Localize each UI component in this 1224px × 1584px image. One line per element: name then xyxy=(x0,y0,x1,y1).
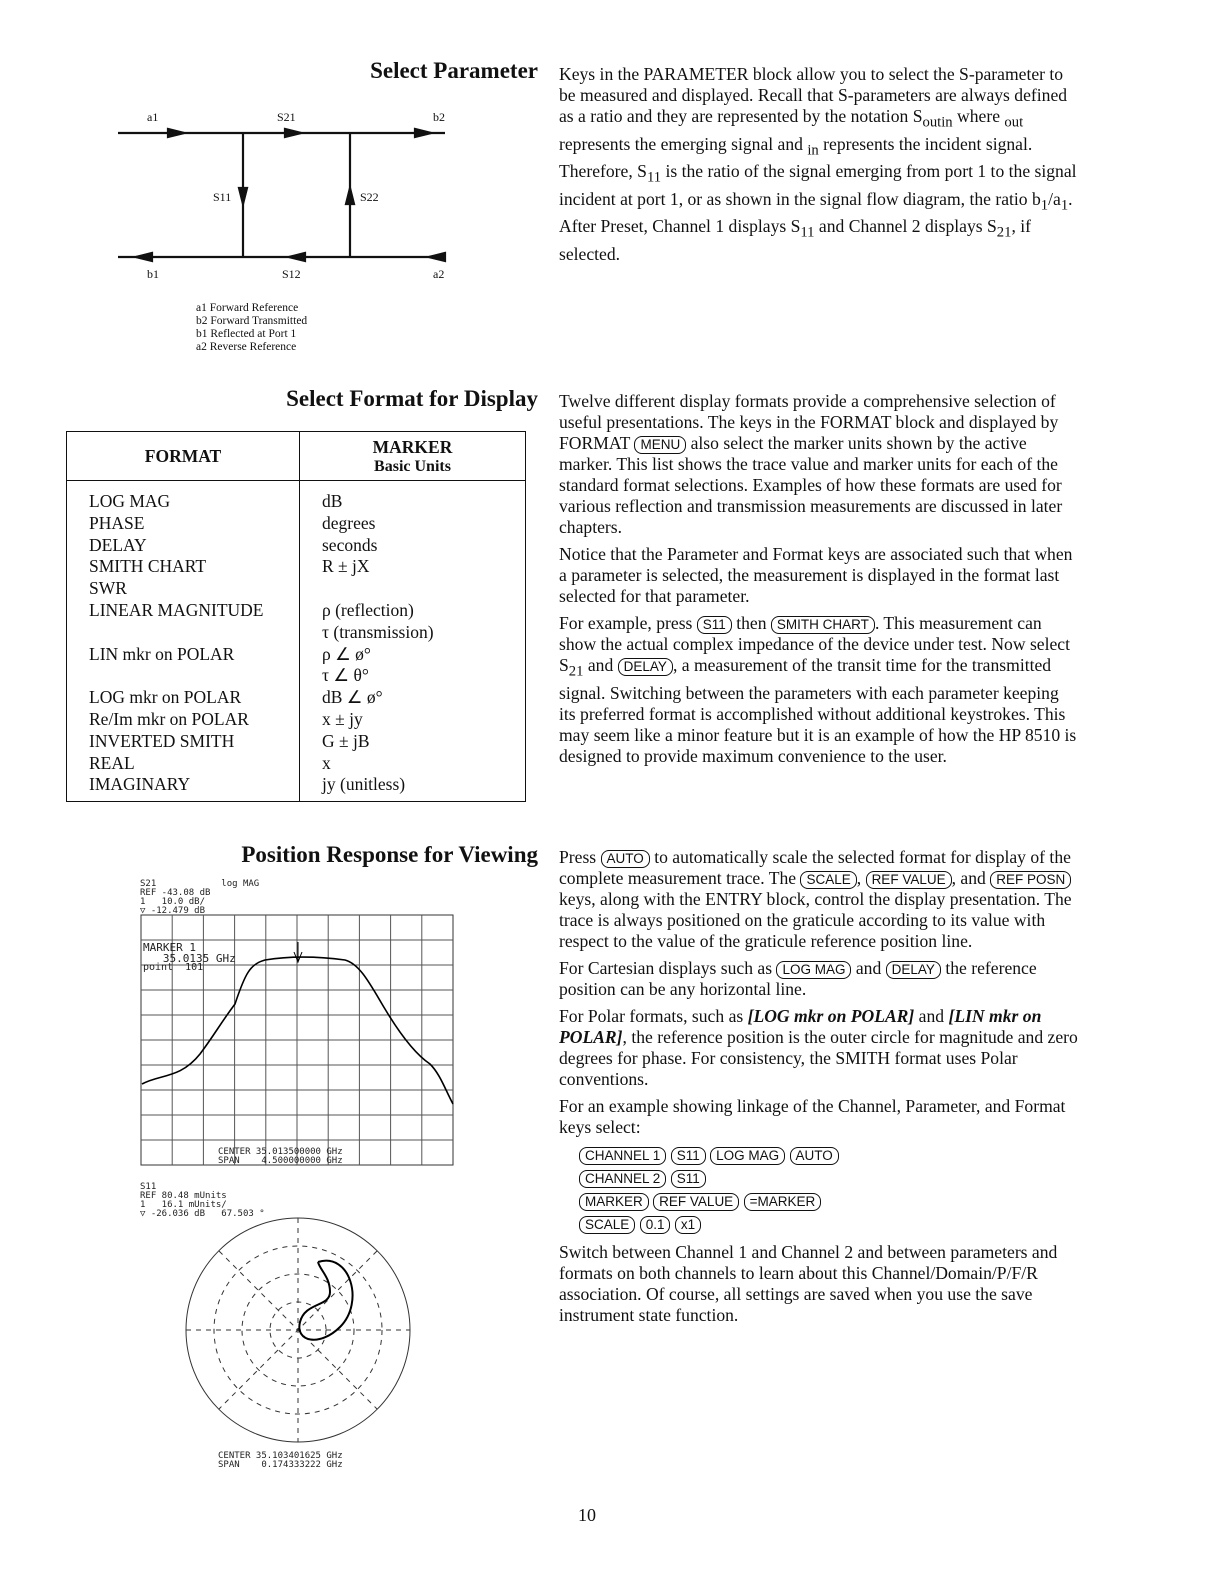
parameter-text xyxy=(559,64,1079,271)
legend-item: a2 Reverse Reference xyxy=(196,341,297,353)
header-format: FORMAT xyxy=(67,432,300,481)
marker-icon xyxy=(294,942,302,962)
subscript: in xyxy=(807,142,819,159)
key-auto: AUTO xyxy=(601,850,650,868)
legend-item: a1 Forward Reference xyxy=(196,302,299,314)
label-b2: b2 xyxy=(433,110,445,124)
label-s11: S11 xyxy=(213,190,232,204)
header-marker-label: MARKER xyxy=(372,436,453,457)
signal-flow-diagram xyxy=(110,100,470,290)
key-row xyxy=(579,1144,1079,1165)
logmag-header: S21 log MAG REF -43.08 dB 1 10.0 dB/ ▽ -12.479 dB xyxy=(140,879,260,916)
arrow-icon xyxy=(168,129,184,137)
heading-select-format: Select Format for Display xyxy=(286,386,538,411)
softkey-reference: [LOG mkr on POLAR] xyxy=(747,1006,915,1026)
label-b1: b1 xyxy=(147,267,159,281)
label-s12: S12 xyxy=(282,267,301,281)
marker-readout: MARKER 1 35.0135 GHz xyxy=(143,941,236,965)
label-s22: S22 xyxy=(360,190,379,204)
arrow-icon xyxy=(289,253,305,261)
key-s11: S11 xyxy=(671,1170,706,1188)
key-delay: DELAY xyxy=(618,658,673,676)
closing-paragraph xyxy=(559,1242,1079,1326)
paragraph: For Cartesian displays such as LOG MAG and DELAY the reference position can be any horizontal line. xyxy=(559,958,1037,999)
subscript: outin xyxy=(922,114,953,131)
page-number: 10 xyxy=(578,1505,596,1525)
key-menu: MENU xyxy=(634,436,686,454)
key-ref-value: REF VALUE xyxy=(866,871,952,889)
key-0-1: 0.1 xyxy=(640,1216,671,1234)
header-marker xyxy=(300,432,526,481)
key-auto: AUTO xyxy=(790,1147,839,1165)
paragraph: For example, press S11 then SMITH CHART . This measurement can show the actual complex impedance of the device under test. Now select $S_{21}$ and DELAY , a measurement of the transit time for the transmitted signal. Switching between the parameters with each parameter keeping its preferred format is accomplished without additional keystrokes. This may seem like a minor feature but it is an example of how the HP 8510 is designed to provide maximum convenience to the user. xyxy=(559,613,1077,766)
legend-item: b1 Reflected at Port 1 xyxy=(196,328,297,340)
arrow-icon xyxy=(136,253,152,261)
subscript: 1 xyxy=(1060,197,1069,214)
label-a2: a2 xyxy=(433,267,445,281)
key-log-mag: LOG MAG xyxy=(776,961,851,979)
key-log-mag: LOG MAG xyxy=(710,1147,785,1165)
softkey-reference: [LIN mkr on POLAR] xyxy=(559,1006,1042,1047)
key-ref-value: REF VALUE xyxy=(653,1193,739,1211)
subscript: 1 xyxy=(1040,197,1049,214)
key-row xyxy=(579,1213,1079,1234)
subscript: 11 xyxy=(646,169,662,186)
subscript: 21 xyxy=(568,663,584,680)
polar-header: S11 REF 80.48 mUnits 1 16.1 mUnits/ ▽ -26.036 dB 67.503 ° xyxy=(140,1182,265,1219)
arrow-icon xyxy=(429,253,445,261)
arrow-icon xyxy=(239,188,247,204)
units-list: dB degrees seconds R ± jX ρ (reflection) τ (transmission) ρ ∠ ø° τ ∠ θ° dB ∠ ø° x ± jy G ± jB x jy (unitless) xyxy=(322,491,434,795)
key-delay: DELAY xyxy=(886,961,941,979)
key--marker: =MARKER xyxy=(744,1193,822,1211)
subscript: out xyxy=(1004,114,1024,131)
key-marker: MARKER xyxy=(579,1193,649,1211)
diagram-legend xyxy=(196,302,307,354)
position-paragraphs xyxy=(559,847,1079,1138)
polar-footer: CENTER 35.103401625 GHz SPAN 0.174333222 GHz xyxy=(218,1451,343,1470)
subscript: 11 xyxy=(800,224,815,241)
subscript: 21 xyxy=(996,224,1012,241)
polar-plot xyxy=(180,1212,416,1448)
key-channel-1: CHANNEL 1 xyxy=(579,1147,666,1165)
arrow-icon xyxy=(346,188,354,204)
paragraph: Press AUTO to automatically scale the selected format for display of the complete measurement trace. The SCALE , REF VALUE , and REF POSN keys, along with the ENTRY block, control the display presentation. The trace is always positioned on the graticule according to its value with respect to the value of the graticule reference position line. xyxy=(559,847,1072,951)
logmag-footer: CENTER 35.013500000 GHz SPAN 4.500000000 GHz xyxy=(218,1147,343,1166)
paragraph: Twelve different display formats provide a comprehensive selection of useful presentations. The keys in the FORMAT block and displayed by FORMAT MENU also select the marker units shown by the active marker. This list shows the trace value and marker units for each of the standard format selections. Examples of how these formats are used for various reflection and transmission measurements are discussed in later chapters. xyxy=(559,391,1063,537)
label-s21: S21 xyxy=(277,110,296,124)
header-basic-units: Basic Units xyxy=(374,457,451,475)
paragraph: Notice that the Parameter and Format keys are associated such that when a parameter is selected, the measurement is displayed in the format last selected for that parameter. xyxy=(559,544,1073,606)
label-a1: a1 xyxy=(147,110,159,124)
heading-position-response: Position Response for Viewing xyxy=(241,842,538,867)
key-row xyxy=(579,1190,1079,1211)
key-x1: x1 xyxy=(675,1216,701,1234)
arrow-icon xyxy=(415,129,431,137)
format-text xyxy=(559,391,1079,773)
key-scale: SCALE xyxy=(579,1216,635,1234)
key-sequence xyxy=(559,1144,1079,1234)
key-smith-chart: SMITH CHART xyxy=(771,616,875,634)
paragraph: Switch between Channel 1 and Channel 2 and between parameters and formats on both channels to learn about this Channel/Domain/P/F/R association. Of course, all settings are saved when you use the save instrument state function. xyxy=(559,1242,1058,1325)
point-readout: point 101 xyxy=(143,962,204,973)
paragraph: For an example showing linkage of the Channel, Parameter, and Format keys select: xyxy=(559,1096,1066,1137)
format-list: LOG MAG PHASE DELAY SMITH CHART SWR LINEAR MAGNITUDE LIN mkr on POLAR LOG mkr on POLAR Re/Im mkr on POLAR INVERTED SMITH REAL IMAGINARY xyxy=(67,481,300,802)
heading-select-parameter: Select Parameter xyxy=(370,58,538,83)
key-channel-2: CHANNEL 2 xyxy=(579,1170,666,1188)
paragraph: For Polar formats, such as [LOG mkr on POLAR] and [LIN mkr on POLAR], the reference position is the outer circle for magnitude and zero degrees for phase. For consistency, the SMITH format uses Polar conventions. xyxy=(559,1006,1078,1089)
position-text xyxy=(559,847,1079,1332)
format-table xyxy=(66,431,526,802)
key-scale: SCALE xyxy=(800,871,856,889)
paragraph: Keys in the PARAMETER block allow you to select the S-parameter to be measured and displayed. Recall that S-parameters are always defined as a ratio and they are represented by the notation $S_{outin}$ where $_{out}$ represents the emerging signal and $_{in}$ represents the incident signal. Therefore, $S_{11}$ is the ratio of the signal emerging from port 1 to the signal incident at port 1, or as shown in the signal flow diagram, the ratio $b_1/a_1$. After Preset, Channel 1 displays $S_{11}$ and Channel 2 displays $S_{21}$, if selected. xyxy=(559,64,1077,264)
key-row xyxy=(579,1167,1079,1188)
key-s11: S11 xyxy=(697,616,732,634)
legend-item: b2 Forward Transmitted xyxy=(196,315,308,327)
key-ref-posn: REF POSN xyxy=(990,871,1071,889)
arrow-icon xyxy=(285,129,301,137)
key-s11: S11 xyxy=(671,1147,706,1165)
